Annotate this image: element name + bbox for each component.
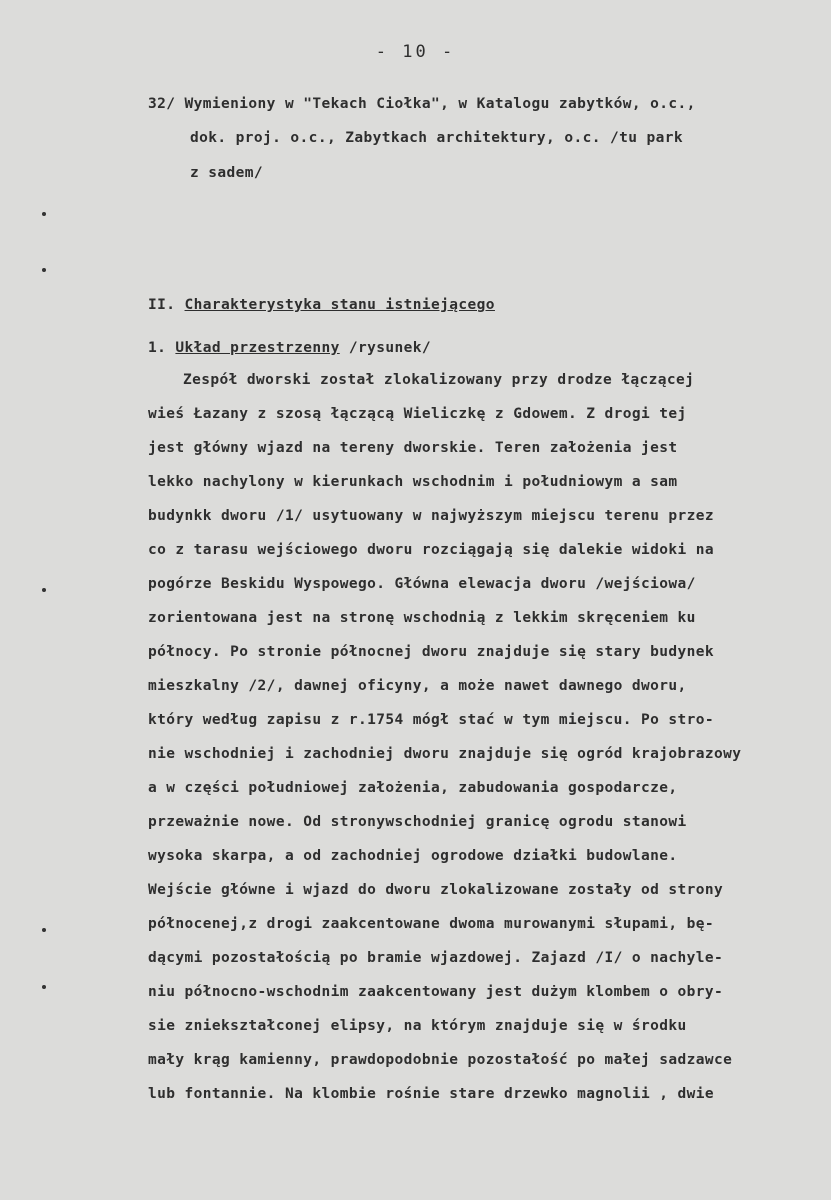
subsection-number: 1. — [148, 340, 167, 356]
margin-dot — [42, 268, 46, 272]
body-line: niu północno-wschodnim zaakcentowany jest dużym klombem o obry- — [148, 984, 724, 1000]
body-line: budynkk dworu /1/ usytuowany w najwyższym miejscu terenu przez — [148, 508, 715, 524]
footnote-line: dok. proj. o.c., Zabytkach architektury, o.c. /tu park — [190, 130, 684, 146]
body-line: lub fontannie. Na klombie rośnie stare drzewko magnolii , dwie — [148, 1086, 715, 1102]
body-line: lekko nachylony w kierunkach wschodnim i południowym a sam — [148, 474, 678, 490]
body-line: wieś Łazany z szosą łączącą Wieliczkę z Gdowem. Z drogi tej — [148, 406, 687, 422]
body-line: wysoka skarpa, a od zachodniej ogrodowe działki budowlane. — [148, 848, 678, 864]
body-line: Wejście główne i wjazd do dworu zlokalizowane zostały od strony — [148, 882, 724, 898]
section-number: II. — [148, 297, 176, 313]
subsection-note: /rysunek/ — [348, 340, 432, 356]
body-line: mieszkalny /2/, dawnej oficyny, a może nawet dawnego dworu, — [148, 678, 687, 694]
page-number: - 10 - — [375, 42, 456, 62]
body-line: zorientowana jest na stronę wschodnią z lekkim skręceniem ku — [148, 610, 696, 626]
margin-dot — [42, 985, 46, 989]
body-line: co z tarasu wejściowego dworu rozciągają się dalekie widoki na — [148, 542, 715, 558]
subsection-heading — [148, 340, 431, 356]
body-line: Zespół dworski został zlokalizowany przy drodze łączącej — [183, 372, 695, 388]
margin-dot — [42, 588, 46, 592]
body-line: mały krąg kamienny, prawdopodobnie pozostałość po małej sadzawce — [148, 1052, 733, 1068]
footnote-line: 32/ Wymieniony w "Tekach Ciołka", w Katalogu zabytków, o.c., — [148, 96, 696, 112]
body-line: a w części południowej założenia, zabudowania gospodarcze, — [148, 780, 678, 796]
body-line: przeważnie nowe. Od stronywschodniej granicę ogrodu stanowi — [148, 814, 687, 830]
body-line: który według zapisu z r.1754 mógł stać w tym miejscu. Po stro- — [148, 712, 715, 728]
body-line: północenej,z drogi zaakcentowane dwoma murowanymi słupami, bę- — [148, 916, 715, 932]
subsection-title: Układ przestrzenny — [175, 340, 340, 356]
margin-dot — [42, 212, 46, 216]
body-line: nie wschodniej i zachodniej dworu znajduje się ogród krajobrazowy — [148, 746, 742, 762]
body-line: jest główny wjazd na tereny dworskie. Teren założenia jest — [148, 440, 678, 456]
body-line: pogórze Beskidu Wyspowego. Główna elewacja dworu /wejściowa/ — [148, 576, 696, 592]
body-line: sie zniekształconej elipsy, na którym znajduje się w środku — [148, 1018, 687, 1034]
footnote-line: z sadem/ — [190, 165, 264, 181]
margin-dot — [42, 928, 46, 932]
section-heading — [148, 297, 495, 313]
section-title: Charakterystyka stanu istniejącego — [184, 297, 495, 313]
body-line: północy. Po stronie północnej dworu znajduje się stary budynek — [148, 644, 715, 660]
body-line: dącymi pozostałością po bramie wjazdowej. Zajazd /I/ o nachyle- — [148, 950, 724, 966]
